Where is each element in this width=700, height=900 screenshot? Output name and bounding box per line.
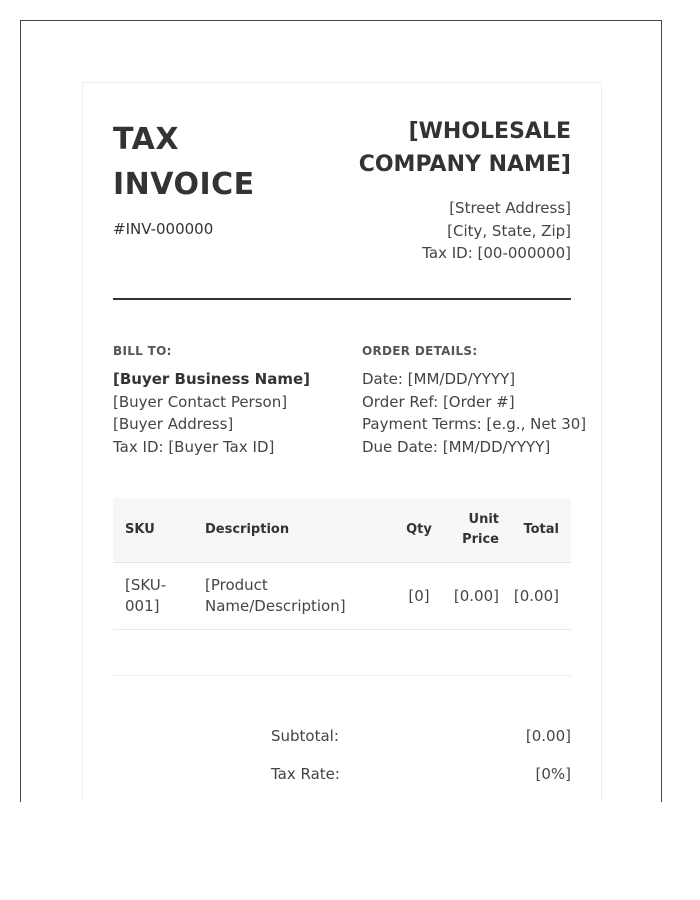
item-qty: [0] bbox=[393, 563, 445, 630]
company-name: [WHOLESALE COMPANY NAME] bbox=[358, 119, 571, 177]
header-divider bbox=[113, 298, 571, 300]
buyer-business-name: [Buyer Business Name] bbox=[113, 370, 310, 388]
item-sku: [SKU-001] bbox=[113, 563, 193, 630]
subtotal-label: Subtotal: bbox=[271, 727, 339, 745]
qty-column-header: Qty bbox=[393, 498, 445, 563]
item-total: [0.00] bbox=[509, 563, 571, 630]
sku-column-header: SKU bbox=[113, 498, 193, 563]
table-header-row bbox=[113, 498, 571, 563]
tax-rate-label: Tax Rate: bbox=[271, 765, 340, 783]
bill-to-section bbox=[113, 344, 343, 458]
item-unit-price: [0.00] bbox=[445, 563, 509, 630]
bill-to-label: BILL TO: bbox=[113, 344, 172, 358]
tax-rate-value: [0%] bbox=[535, 765, 571, 783]
company-city-state-zip: [City, State, Zip] bbox=[447, 221, 571, 240]
buyer-address: [Buyer Address] bbox=[113, 415, 234, 433]
due-date: Due Date: [MM/DD/YYYY] bbox=[362, 437, 551, 456]
document-title: TAX INVOICE bbox=[113, 122, 255, 202]
company-tax-id: Tax ID: [00-000000] bbox=[422, 244, 571, 262]
unit-price-column-header: Unit Price bbox=[445, 498, 509, 563]
order-details-label: ORDER DETAILS: bbox=[362, 344, 478, 358]
subtotal-value: [0.00] bbox=[525, 727, 571, 745]
order-details-section bbox=[362, 344, 592, 458]
table-bottom-divider bbox=[113, 675, 571, 676]
page-frame bbox=[20, 20, 662, 802]
payment-terms: Payment Terms: [e.g., Net 30] bbox=[362, 415, 587, 433]
invoice-document bbox=[82, 82, 602, 802]
item-description: [Product Name/Description] bbox=[193, 563, 393, 630]
buyer-tax-id: Tax ID: [Buyer Tax ID] bbox=[113, 437, 275, 456]
table-row bbox=[113, 563, 571, 630]
total-column-header: Total bbox=[509, 498, 571, 563]
description-column-header: Description bbox=[193, 498, 393, 563]
order-ref: Order Ref: [Order #] bbox=[362, 392, 515, 411]
buyer-contact-person: [Buyer Contact Person] bbox=[113, 392, 288, 411]
order-date: Date: [MM/DD/YYYY] bbox=[362, 370, 516, 388]
company-street: [Street Address] bbox=[449, 199, 571, 217]
line-items-table bbox=[113, 498, 571, 630]
company-address bbox=[422, 197, 571, 265]
invoice-number: #INV-000000 bbox=[113, 220, 214, 238]
